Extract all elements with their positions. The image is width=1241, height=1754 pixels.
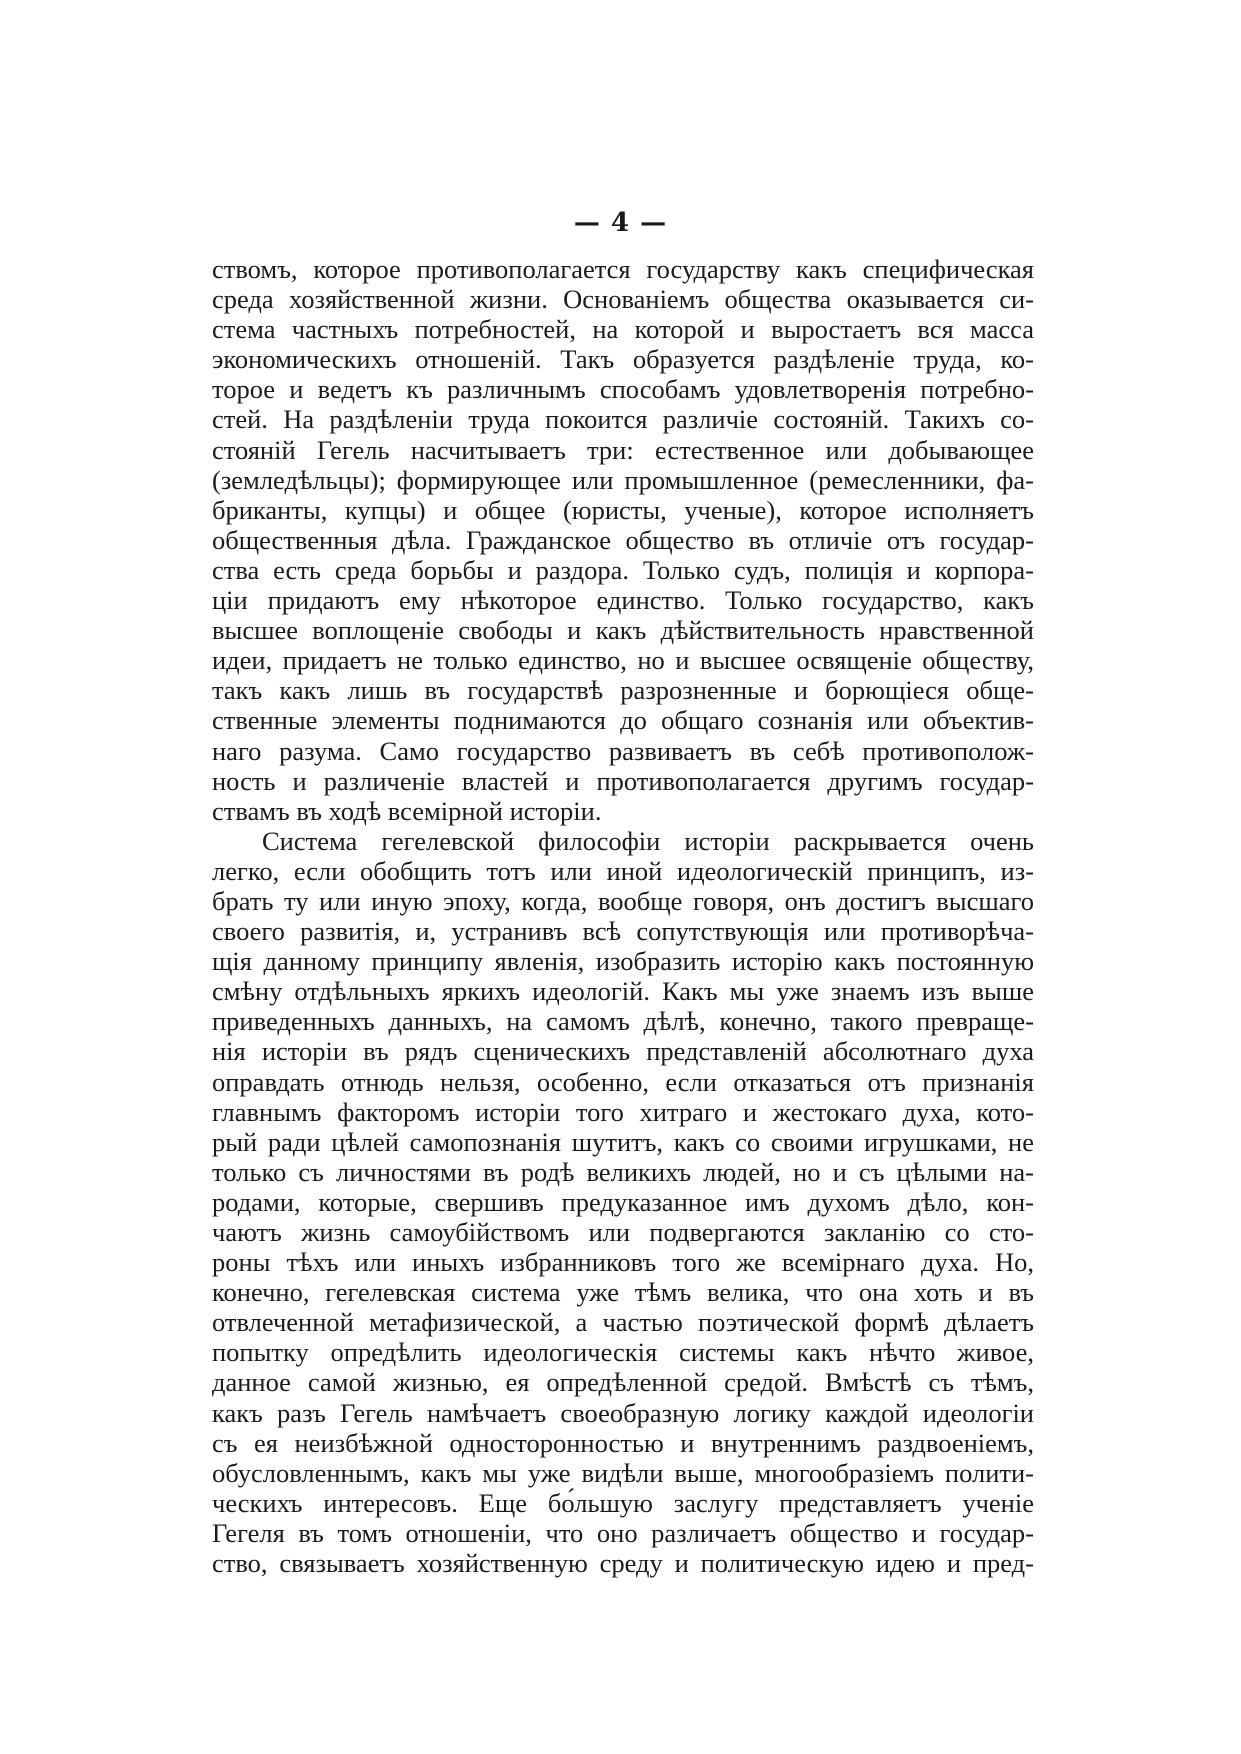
text-line: оправдать отнюдь нельзя, особенно, если отказаться отъ признанія bbox=[212, 1066, 1034, 1097]
text-line: высшее воплощеніе свободы и какъ дѣйствительность нравственной bbox=[212, 615, 1034, 646]
text-line: только съ личностями въ родѣ великихъ людей, но и съ цѣлыми на- bbox=[212, 1156, 1034, 1187]
text-line: стояній Гегель насчитываетъ три: естественное или добывающее bbox=[212, 434, 1034, 465]
text-line: идеи, придаетъ не только единство, но и высшее освященіе обществу, bbox=[212, 645, 1034, 676]
text-line: стема частныхъ потребностей, на которой и выростаетъ вся масса bbox=[212, 314, 1034, 345]
text-line: данное самой жизнью, ея опредѣленной средой. Вмѣстѣ съ тѣмъ, bbox=[212, 1367, 1034, 1398]
paragraph-end-line: ствамъ въ ходѣ всемірной исторіи. bbox=[212, 795, 602, 826]
text-line: роны тѣхъ или иныхъ избранниковъ того же всемірнаго духа. Но, bbox=[212, 1247, 1034, 1278]
text-line: среда хозяйственной жизни. Основаніемъ общества оказывается си- bbox=[212, 284, 1034, 315]
text-line: брать ту или иную эпоху, когда, вообще говоря, онъ достигъ высшаго bbox=[212, 885, 1034, 916]
text-line: приведенныхъ данныхъ, на самомъ дѣлѣ, конечно, такого превраще- bbox=[212, 1006, 1034, 1037]
text-line: торое и ведетъ къ различнымъ способамъ удовлетворенія потребно- bbox=[212, 374, 1034, 405]
text-line: нія исторіи въ рядъ сценическихъ представленій абсолютнаго духа bbox=[212, 1036, 1034, 1067]
text-line: щія данному принципу явленія, изобразить исторію какъ постоянную bbox=[212, 946, 1034, 977]
paragraph-start-line: Система гегелевской философіи исторіи раскрывается очень bbox=[262, 825, 1034, 856]
text-line: такъ какъ лишь въ государствѣ разрозненные и борющіеся обще- bbox=[212, 675, 1034, 706]
text-line: ческихъ интересовъ. Еще бо́льшую заслугу представляетъ ученіе bbox=[212, 1487, 1034, 1518]
text-line: отвлеченной метафизической, а частью поэтической формѣ дѣлаетъ bbox=[212, 1307, 1034, 1338]
text-line: ность и различеніе властей и противополагается другимъ государ- bbox=[212, 765, 1034, 796]
text-line: наго разума. Само государство развиваетъ въ себѣ противополож- bbox=[212, 735, 1034, 766]
text-line: попытку опредѣлить идеологическія системы какъ нѣчто живое, bbox=[212, 1337, 1034, 1368]
text-line: чаютъ жизнь самоубійствомъ или подвергаются закланію со сто- bbox=[212, 1217, 1034, 1247]
text-line: (земледѣльцы); формирующее или промышленное (ремесленники, фа- bbox=[212, 464, 1034, 495]
text-line: Гегеля въ томъ отношеніи, что оно различаетъ общество и государ- bbox=[212, 1517, 1034, 1548]
body-text bbox=[212, 254, 1034, 1578]
text-line: ціи придаютъ ему нѣкоторое единство. Только государство, какъ bbox=[212, 585, 1034, 616]
page-number: — 4 — bbox=[573, 208, 668, 238]
text-line: конечно, гегелевская система уже тѣмъ велика, что она хоть и въ bbox=[212, 1277, 1034, 1308]
text-line: смѣну отдѣльныхъ яркихъ идеологій. Какъ мы уже знаемъ изъ выше bbox=[212, 976, 1034, 1007]
text-line: рый ради цѣлей самопознанія шутитъ, какъ со своими игрушками, не bbox=[212, 1126, 1034, 1157]
text-line: обусловленнымъ, какъ мы уже видѣли выше, многообразіемъ полити- bbox=[212, 1457, 1034, 1488]
text-line: ство, связываетъ хозяйственную среду и политическую идею и пред- bbox=[212, 1548, 1034, 1579]
text-line: общественныя дѣла. Гражданское общество въ отличіе отъ государ- bbox=[212, 524, 1034, 555]
text-line: ства есть среда борьбы и раздора. Только судъ, полиція и корпора- bbox=[212, 554, 1034, 585]
text-line: какъ разъ Гегель намѣчаетъ своеобразную логику каждой идеологіи bbox=[212, 1397, 1034, 1428]
text-line: стей. На раздѣленіи труда покоится различіе состояній. Такихъ со- bbox=[212, 404, 1034, 435]
text-line: легко, если обобщить тотъ или иной идеологическій принципъ, из- bbox=[212, 855, 1034, 886]
text-line: ственные элементы поднимаются до общаго сознанія или объектив- bbox=[212, 705, 1034, 736]
text-line: родами, которые, свершивъ предуказанное имъ духомъ дѣло, кон- bbox=[212, 1186, 1034, 1217]
text-line: своего развитія, и, устранивъ всѣ сопутствующія или противорѣча- bbox=[212, 916, 1034, 947]
text-line: бриканты, купцы) и общее (юристы, ученые), которое исполняетъ bbox=[212, 494, 1034, 525]
text-line: экономическихъ отношеній. Такъ образуется раздѣленіе труда, ко- bbox=[212, 344, 1034, 375]
text-line: главнымъ факторомъ исторіи того хитраго и жестокаго духа, кото- bbox=[212, 1096, 1034, 1127]
text-line: съ ея неизбѣжной односторонностью и внутреннимъ раздвоеніемъ, bbox=[212, 1427, 1034, 1458]
text-line: ствомъ, которое противополагается государству какъ специфическая bbox=[212, 254, 1034, 284]
